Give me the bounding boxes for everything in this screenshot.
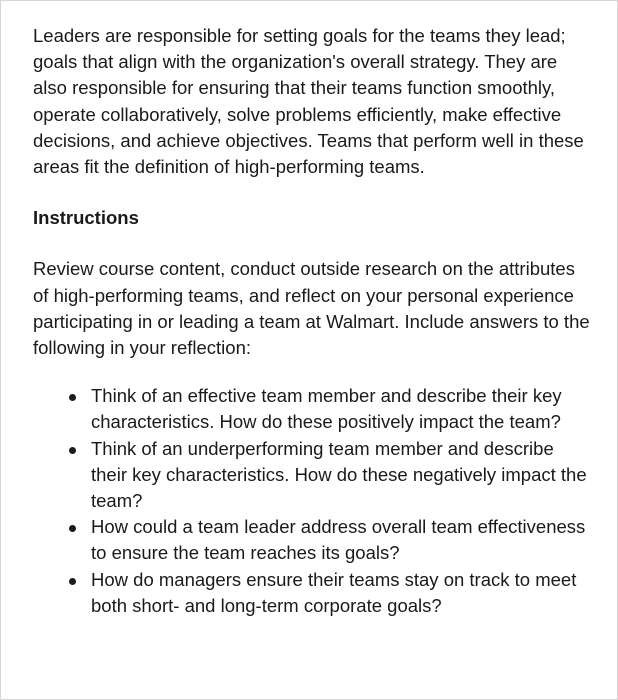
bullet-icon (69, 578, 76, 585)
intro-paragraph: Leaders are responsible for setting goals for the teams they lead; goals that align with the organization's overall strategy. They are also responsible for ensuring that their teams function smoothly, operate collaboratively, solve problems efficiently, make effective decisions, and achieve objectives. Teams that perform well in these areas fit the definition of high-performing teams. (33, 25, 584, 178)
bullet-icon (69, 394, 76, 401)
list-item (91, 383, 593, 435)
list-item (91, 436, 593, 515)
instructions-heading: Instructions (33, 207, 139, 229)
question-list (33, 383, 593, 619)
list-item-text: Think of an underperforming team member and describe their key characteristics. How do these negatively impact the team? (91, 437, 587, 512)
list-item (91, 567, 593, 619)
bullet-icon (69, 447, 76, 454)
list-item-text: How do managers ensure their teams stay on track to meet both short- and long-term corporate goals? (91, 568, 577, 616)
document-content (33, 23, 593, 619)
list-item-text: How could a team leader address overall team effectiveness to ensure the team reaches its goals? (91, 516, 586, 564)
instructions-paragraph: Review course content, conduct outside research on the attributes of high-performing teams, and reflect on your personal experience participating in or leading a team at Walmart. Include answers to the following in your reflection: (33, 258, 590, 359)
bullet-icon (69, 525, 76, 532)
list-item (91, 514, 593, 566)
list-item-text: Think of an effective team member and describe their key characteristics. How do these positively impact the team? (91, 385, 562, 433)
